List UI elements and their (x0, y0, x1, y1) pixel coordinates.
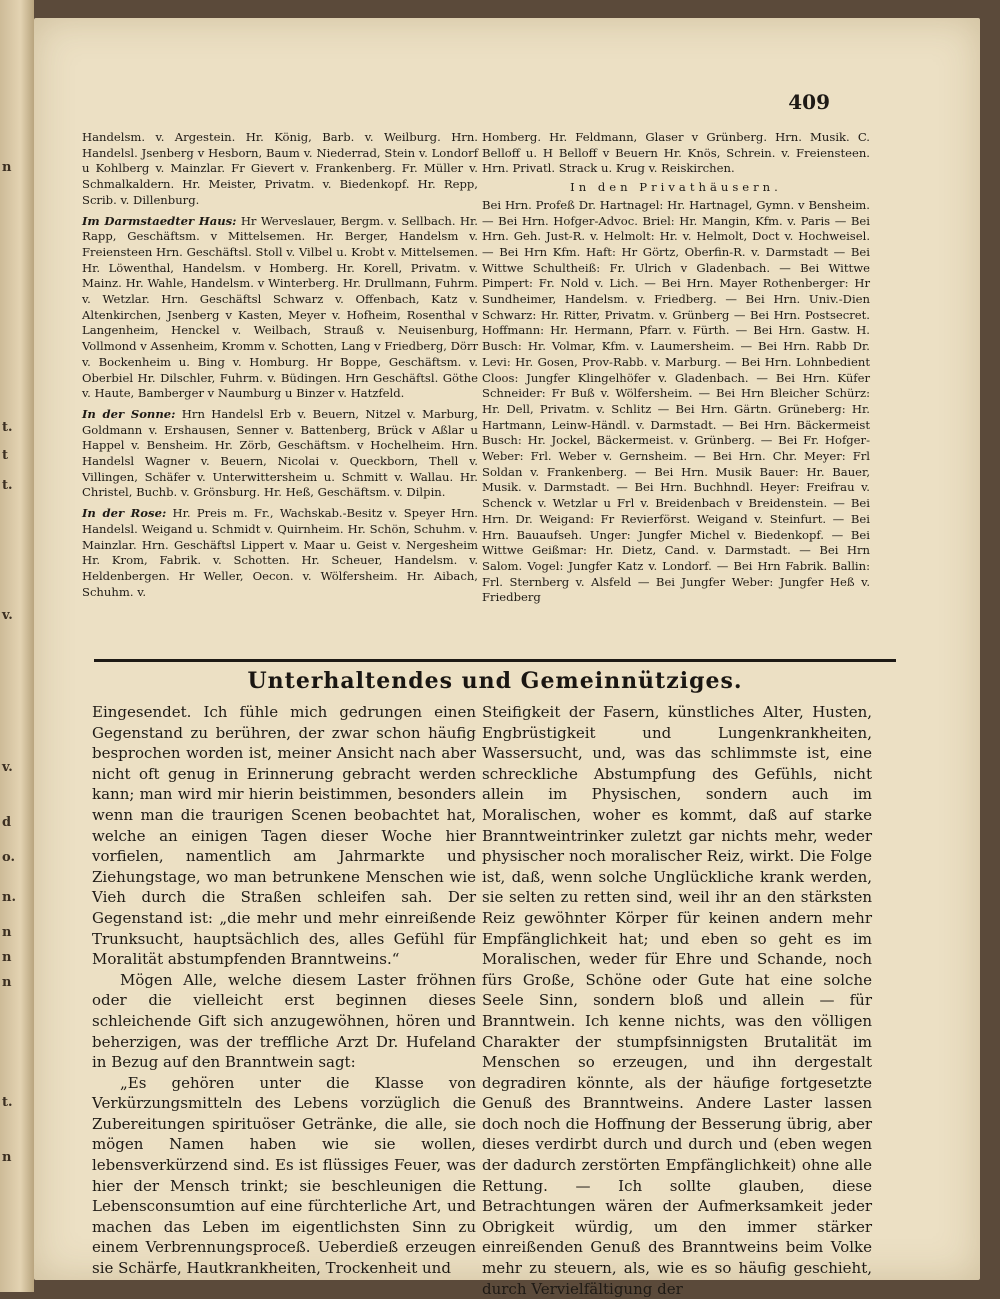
guest-list-continuation: Homberg. Hr. Feldmann, Glaser v Grünberg. Hrn. Musik. C. Belloff u. H Belloff v Beuern Hr. Knös, Schrein. v. Freiensteen. Hrn. Privatl. Strack u. Krug v. Reiskirchen. (482, 130, 870, 176)
section-text: Hrn Handelsl Erb v. Beuern, Nitzel v. Marburg, Goldmann v. Ershausen, Senner v. Battenberg, Brück v Aßlar u Happel v. Bensheim. Hr. Zörb, Geschäftsm. v Hochelheim. Hrn. Handelsl Wagner v. Beuern, Nicolai v. Queckborn, Thell v. Villingen, Schäfer v. Unterwittersheim u. Schmitt v. Wallau. Hr. Christel, Buchb. v. Grönsburg. Hr. Heß, Geschäftsm. v. Dilpin. (82, 406, 479, 500)
margin-mark: t. (2, 420, 13, 435)
newspaper-page (34, 18, 980, 1298)
section-title: In der Rose: (82, 506, 167, 521)
article-paragraph: Mögen Alle, welche diesem Laster fröhnen oder die vielleicht erst beginnen dieses schleichende Gift sich anzugewöhnen, hören und beherzigen, was der treffliche Arzt Dr. Hufeland in Bezug auf den Branntwein sagt: (92, 970, 476, 1072)
margin-mark: d (2, 815, 12, 830)
guest-list-left-column (82, 130, 478, 600)
margin-mark: n (2, 975, 12, 990)
guest-section (82, 506, 478, 600)
article-paragraph: Steifigkeit der Fasern, künstliches Alter, Husten, Engbrüstigkeit und Lungenkrankheiten, Wassersucht, und, was das schlimmste ist, eine schreckliche Abstumpfung des Gefühls, nicht allein im Physischen, sondern auch im Moralischen, woher es kommt, daß auf starke Branntweintrinker zuletzt gar nichts mehr, weder physischer noch moralischer Reiz, wirkt. Die Folge ist, daß, wenn solche Unglückliche krank werden, sie selten zu retten sind, weil ihr an den stärksten Reiz gewöhnter Körper für keinen andern mehr Empfänglichkeit hat; und eben so geht es im Moralischen, weder für Ehre und Schande, noch fürs Große, Schöne oder Gute hat eine solche Seele Sinn, sondern bloß und allein — für Branntwein. Ich kenne nichts, was den völligen Charakter der stumpfsinnigsten Brutalität im Menschen so erzeugen, und ihn dergestalt degradiren könnte, als der häufige fortgesetzte Genuß des Branntweins. Andere Laster lassen doch noch die Hoffnung der Besserung übrig, aber dieses verdirbt durch und durch und (eben wegen der dadurch zerstörten Empfänglichkeit) ohne alle Rettung. — Ich sollte glauben, diese Betrachtungen wären der Aufmerksamkeit jeder Obrigkeit würdig, um den immer stärker einreißenden Genuß des Branntweins beim Volke mehr zu steuern, als, wie es so häufig geschieht, durch Vervielfältigung der (482, 703, 872, 1298)
section-text: Hr. Preis m. Fr., Wachskab.-Besitz v. Speyer Hrn. Handelsl. Weigand u. Schmidt v. Quirnheim. Hr. Schön, Schuhm. v. Mainzlar. Hrn. Geschäftsl Lippert v. Maar u. Geist v. Nergesheim Hr. Krom, Fabrik. v. Schotten. Hr. Scheuer, Handelsm. v. Heldenbergen. Hr Weller, Oecon. v. Wölfersheim. Hr. Aibach, Schuhm. v. (82, 506, 478, 599)
margin-mark: n (2, 160, 12, 175)
page-number: 409 (788, 90, 830, 114)
margin-mark: n (2, 1150, 12, 1165)
margin-mark: o. (2, 850, 15, 865)
guest-list-intro: Handelsm. v. Argestein. Hr. König, Barb. v. Weilburg. Hrn. Handelsl. Jsenberg v Hesborn, Baum v. Niederrad, Stein v. Londorf u Kohlberg v. Mainzlar. Fr Gievert v. Frankenberg. Fr. Müller v. Schmalkaldern. Hr. Meister, Privatm. v. Biedenkopf. Hr. Repp, Scrib. v. Dillenburg. (82, 130, 478, 207)
guest-list-right-column (482, 130, 870, 606)
guest-section (82, 407, 478, 501)
margin-mark: t. (2, 478, 13, 493)
margin-mark: v. (2, 608, 13, 623)
private-houses-text: Bei Hrn. Profeß Dr. Hartnagel: Hr. Hartnagel, Gymn. v Bensheim. — Bei Hrn. Hofger-Advoc. Briel: Hr. Mangin, Kfm. v. Paris — Bei Hrn. Geh. Just-R. v. Helmolt: Hr. v. Helmolt, Doct v. Hochweisel. — Bei Hrn Kfm. Haft: Hr Görtz, Oberfin-R. v. Darmstadt — Bei Wittwe Schultheiß: Fr. Ulrich v Gladenbach. — Bei Wittwe Pimpert: Fr. Nold v. Lich. — Bei Hrn. Mayer Rothenberger: Hr Sundheimer, Handelsm. v. Friedberg. — Bei Hrn. Univ.-Dien Schwarz: Hr. Ritter, Privatm. v. Grünberg — Bei Hrn. Postsecret. Hoffmann: Hr. Hermann, Pfarr. v. Fürth. — Bei Hrn. Gastw. H. Busch: Hr. Volmar, Kfm. v. Laumersheim. — Bei Hrn. Rabb Dr. Levi: Hr. Gosen, Prov-Rabb. v. Marburg. — Bei Hrn. Lohnbedient Cloos: Jungfer Klingelhöfer v. Gladenbach. — Bei Hrn. Küfer Schneider: Fr Buß v. Wölfersheim. — Bei Hrn Bleicher Schürz: Hr. Dell, Privatm. v. Schlitz — Bei Hrn. Gärtn. Grüneberg: Hr. Hartmann, Leinw-Händl. v. Darmstadt. — Bei Hrn. Bäckermeist Busch: Hr. Jockel, Bäckermeist. v. Grünberg. — Bei Fr. Hofger-Weber: Frl. Weber v. Gernsheim. — Bei Hrn. Chr. Meyer: Frl Soldan v. Frankenberg. — Bei Hrn. Musik Bauer: Hr. Bauer, Musik. v. Darmstadt. — Bei Hrn. Buchhndl. Heyer: Freifrau v. Schenck v. Wetzlar u Frl v. Breidenbach v Breidenstein. — Bei Hrn. Dr. Weigand: Fr Revierförst. Weigand v. Steinfurt. — Bei Hrn. Bauaufseh. Unger: Jungfer Michel v. Biedenkopf. — Bei Wittwe Geißmar: Hr. Dietz, Cand. v. Darmstadt. — Bei Hrn Salom. Vogel: Jungfer Katz v. Londorf. — Bei Hrn Fabrik. Ballin: Frl. Sternberg v. Alsfeld — Bei Jungfer Weber: Jungfer Heß v. Friedberg (482, 197, 870, 605)
private-houses-heading: In den Privathäusern. (570, 180, 782, 195)
margin-mark: n. (2, 890, 16, 905)
article-quote: „Es gehören unter die Klasse von Verkürzungsmitteln des Lebens vorzüglich die Zubereitungen spirituöser Getränke, die alle, sie mögen Namen haben wie sie wollen, lebensverkürzend sind. Es ist flüssiges Feuer, was hier der Mensch trinkt; sie beschleunigen die Lebensconsumtion auf eine fürchterliche Art, und machen das Leben im eigentlichsten Sinn zu einem Verbrennungsproceß. Ueberdieß erzeugen sie Schärfe, Hautkrankheiten, Trockenheit und (92, 1073, 476, 1278)
margin-mark: t. (2, 1095, 13, 1110)
section-title: In der Sonne: (82, 406, 176, 421)
guest-section (82, 214, 478, 402)
article-left-column (92, 702, 476, 1279)
section-divider (94, 659, 896, 662)
previous-page-edge (0, 0, 34, 1292)
margin-mark: n (2, 925, 12, 940)
margin-mark: n (2, 950, 12, 965)
article-title: Unterhaltendes und Gemeinnütziges. (247, 668, 743, 694)
section-text: Hr Werveslauer, Bergm. v. Sellbach. Hr. Rapp, Geschäftsm. v Mittelsemen. Hr. Berger, Handelsm v. Freiensteen Hrn. Geschäftsl. Stoll v. Vilbel u. Krobt v. Mittelsemen. Hr. Löwenthal, Handelsm. v Homberg. Hr. Korell, Privatm. v. Mainz. Hr. Wahle, Handelsm. v Winterberg. Hr. Drullmann, Fuhrm. v. Wetzlar. Hrn. Geschäftsl Schwarz v. Offenbach, Katz v. Altenkirchen, Jsenberg v Kasten, Meyer v. Hofheim, Rosenthal v Langenheim, Henckel v. Weilbach, Strauß v. Neuisenburg, Vollmond v Assenheim, Kromm v. Schotten, Lang v Friedberg, Dörr v. Bockenheim u. Bing v. Homburg. Hr Boppe, Geschäftsm. v. Oberbiel Hr. Dilschler, Fuhrm. v. Büdingen. Hrn Geschäftsl. Göthe v. Haute, Bamberger v Naumburg u Binzer v. Hatzfeld. (82, 213, 478, 401)
article-paragraph: Eingesendet. Ich fühle mich gedrungen einen Gegenstand zu berühren, der zwar schon häufig besprochen worden ist, meiner Ansicht nach aber nicht oft genug in Erinnerung gebracht werden kann; man wird mir hierin beistimmen, besonders wenn man die traurigen Scenen beobachtet hat, welche an einigen Tagen dieser Woche hier vorfielen, namentlich am Jahrmarkte und Ziehungstage, wo man betrunkene Menschen wie Vieh durch die Straßen schleifen sah. Der Gegenstand ist: „die mehr und mehr einreißende Trunksucht, hauptsächlich des, alles Gefühl für Moralität abstumpfenden Branntweins.“ (92, 703, 476, 969)
margin-mark: t (2, 448, 9, 463)
section-title: Im Darmstaedter Haus: (82, 213, 237, 228)
margin-mark: v. (2, 760, 13, 775)
article-right-column (482, 702, 872, 1299)
